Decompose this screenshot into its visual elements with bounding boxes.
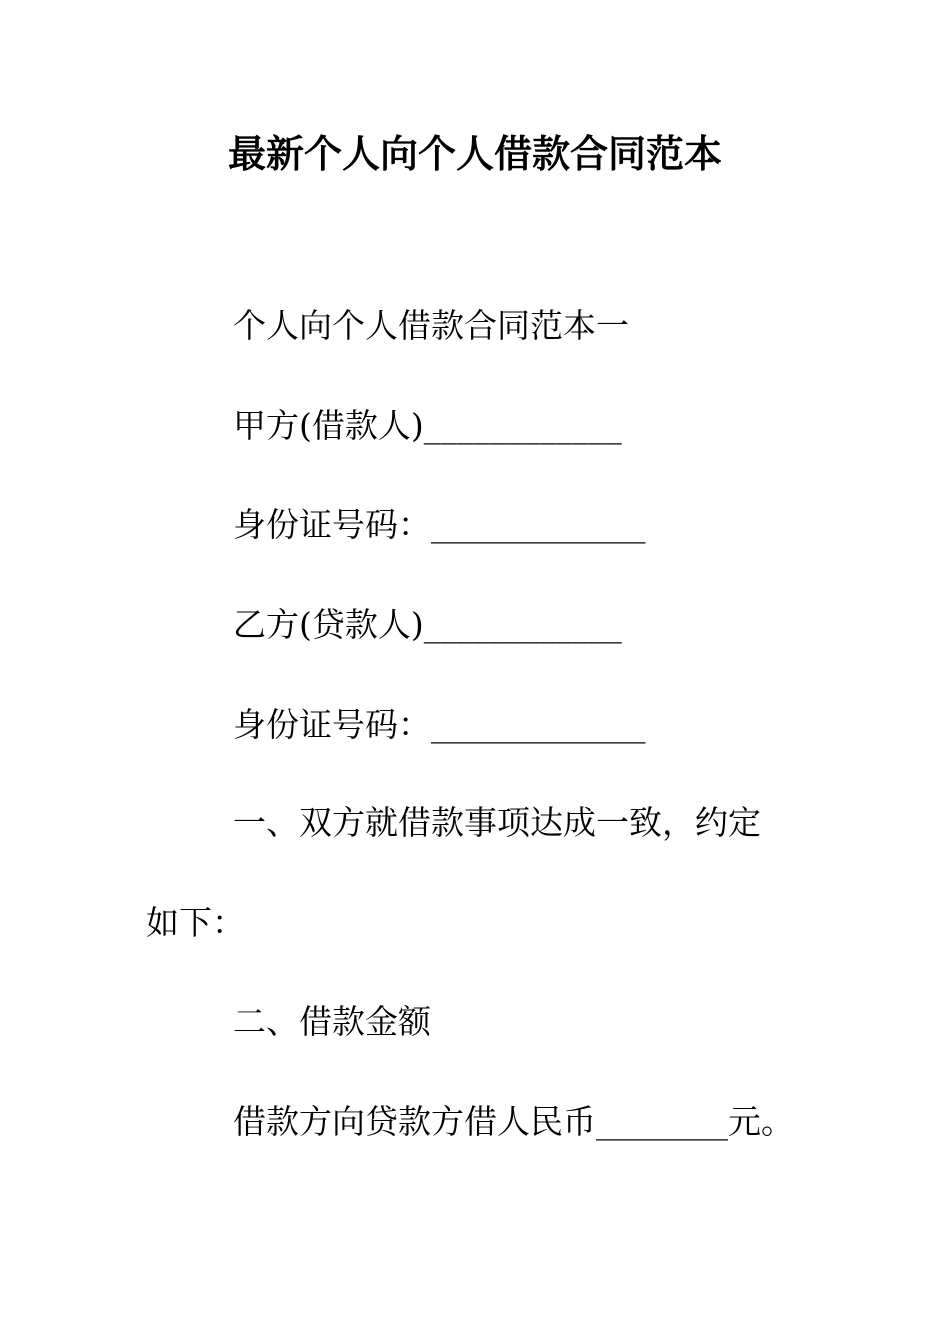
party-b-id-line: 身份证号码：_____________ (233, 705, 646, 744)
loan-amount-line: 借款方向贷款方借人民币________元。 (233, 1102, 794, 1141)
clause-one-line: 一、双方就借款事项达成一致，约定 (233, 803, 761, 842)
party-a-line: 甲方(借款人)____________ (233, 406, 622, 445)
party-a-id-line: 身份证号码：_____________ (233, 505, 646, 544)
party-b-line: 乙方(贷款人)____________ (233, 605, 622, 644)
document-title: 最新个人向个人借款合同范本 (227, 131, 722, 176)
clause-one-continuation: 如下： (146, 903, 245, 942)
section-heading: 个人向个人借款合同范本一 (233, 306, 629, 345)
clause-two-heading: 二、借款金额 (233, 1002, 431, 1041)
